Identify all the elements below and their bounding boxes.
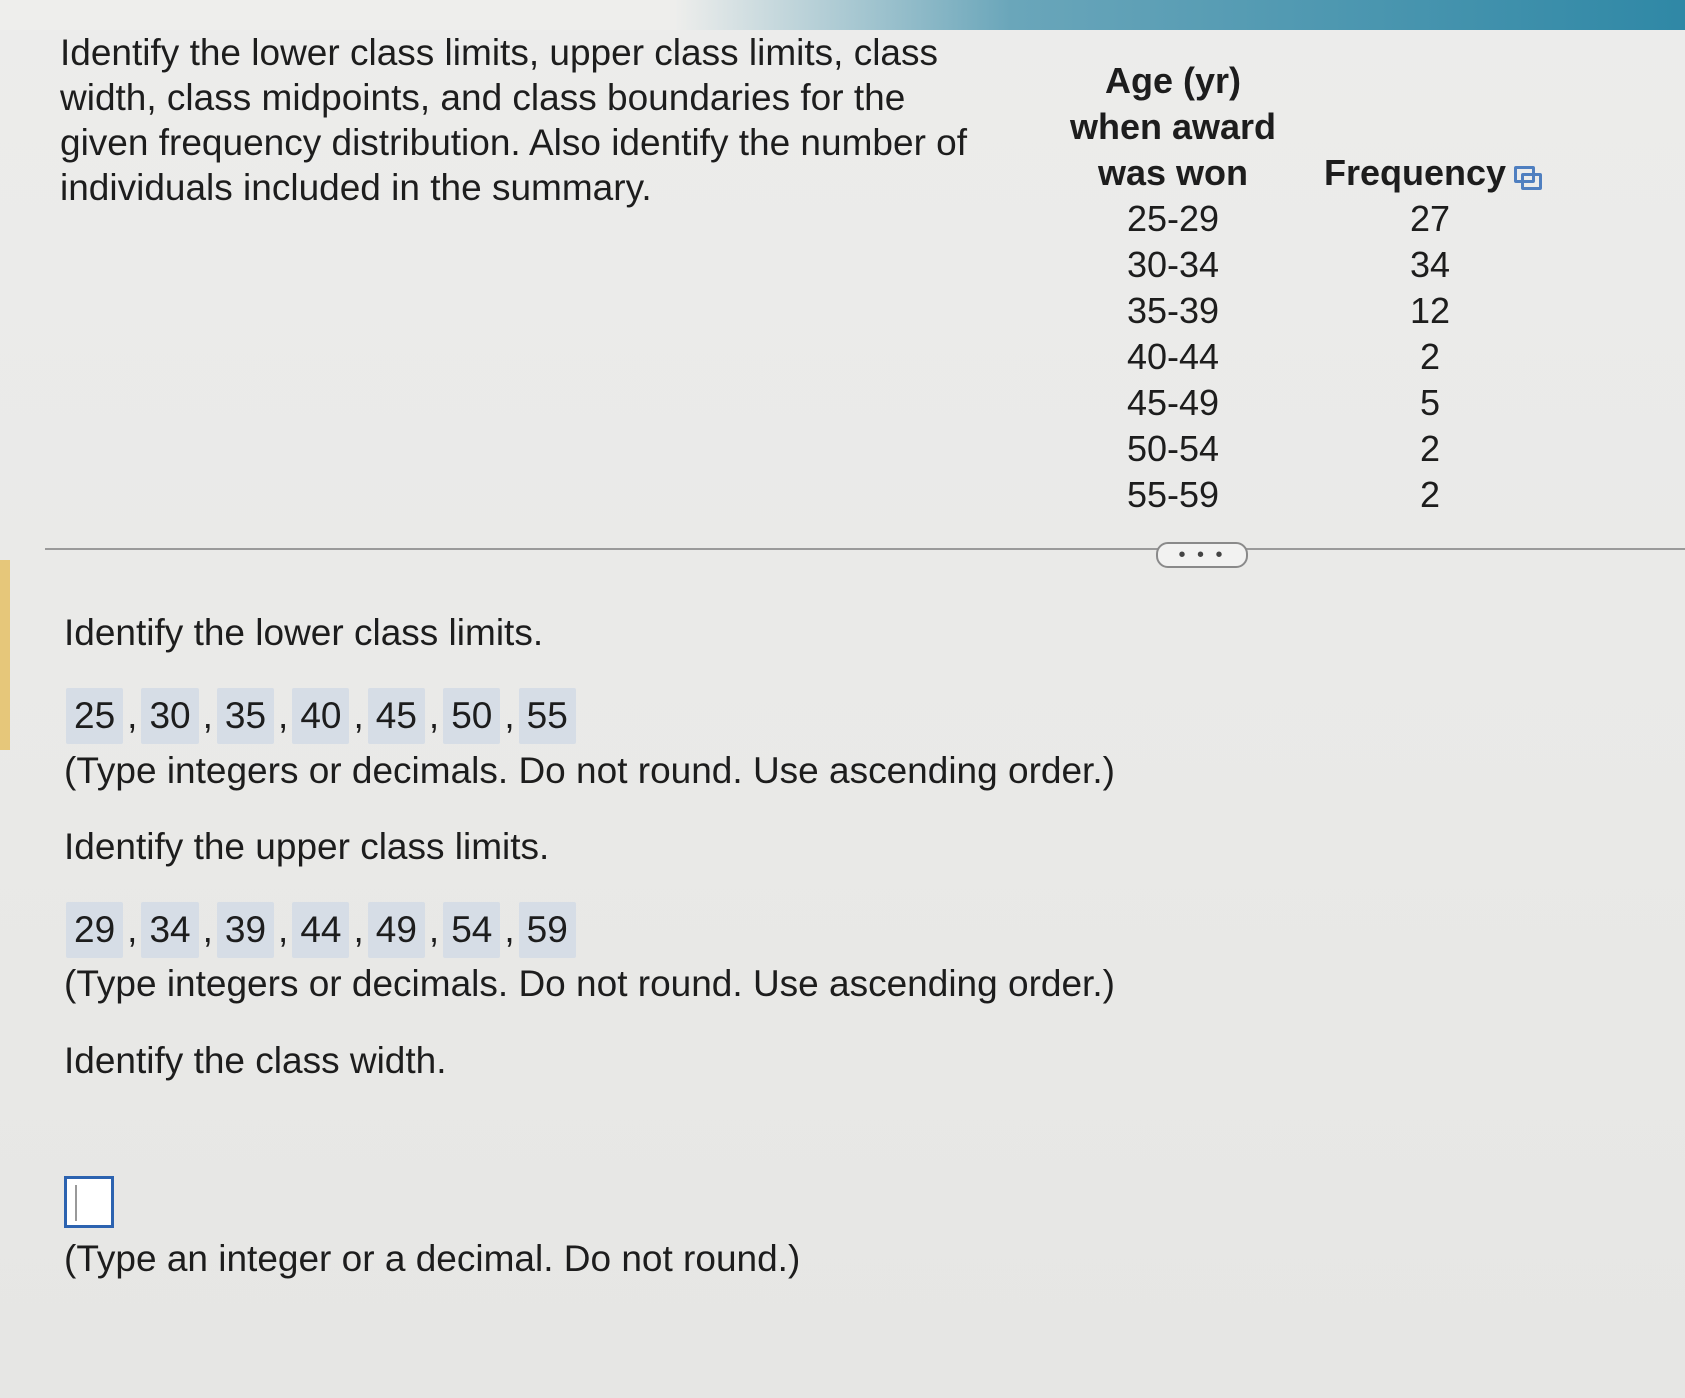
age-class-cell: 50-54 <box>1126 428 1220 469</box>
comma-separator: , <box>353 909 364 950</box>
lower-limit-answer-box[interactable]: 30 <box>141 688 198 744</box>
frequency-cell: 5 <box>1420 382 1441 423</box>
upper-limit-answer-box[interactable]: 29 <box>66 902 123 958</box>
frequency-header-label: Frequency <box>1324 152 1507 193</box>
class-width-input[interactable] <box>64 1176 114 1228</box>
table-row <box>1040 196 1554 242</box>
table-row <box>1040 472 1554 518</box>
column-header-age <box>1040 58 1306 196</box>
table-body <box>1040 196 1554 518</box>
column-header-frequency <box>1306 58 1554 196</box>
upper-limit-answer-box[interactable]: 49 <box>368 902 425 958</box>
age-class-cell: 45-49 <box>1126 382 1220 423</box>
frequency-cell: 12 <box>1410 290 1451 331</box>
comma-separator: , <box>278 695 289 736</box>
frequency-cell: 2 <box>1420 428 1441 469</box>
upper-limits-prompt: Identify the upper class limits. <box>64 826 550 867</box>
frequency-cell: 27 <box>1410 198 1451 239</box>
comma-separator: , <box>278 909 289 950</box>
lower-limit-answer-box[interactable]: 35 <box>217 688 274 744</box>
comma-separator: , <box>127 909 138 950</box>
upper-limits-hint: (Type integers or decimals. Do not round. Use ascending order.) <box>64 963 1115 1004</box>
age-class-cell: 30-34 <box>1126 244 1220 285</box>
comma-separator: , <box>353 695 364 736</box>
upper-limits-answers <box>66 902 576 958</box>
frequency-cell: 2 <box>1420 336 1441 377</box>
age-header-label: Age (yr) when award was won <box>1069 60 1277 193</box>
class-width-hint: (Type an integer or a decimal. Do not round.) <box>64 1238 801 1279</box>
lower-limits-answers <box>66 688 576 744</box>
table-row <box>1040 242 1554 288</box>
frequency-cell: 34 <box>1410 244 1451 285</box>
comma-separator: , <box>428 695 440 736</box>
divider <box>45 548 1685 550</box>
age-class-cell: 40-44 <box>1126 336 1220 377</box>
frequency-cell: 2 <box>1420 474 1441 515</box>
age-class-cell: 25-29 <box>1126 198 1220 239</box>
lower-limits-prompt: Identify the lower class limits. <box>64 612 544 653</box>
lower-limit-answer-box[interactable]: 40 <box>292 688 349 744</box>
lower-limit-answer-box[interactable]: 55 <box>519 688 576 744</box>
age-class-cell: 35-39 <box>1126 290 1220 331</box>
upper-limit-answer-box[interactable]: 34 <box>141 902 198 958</box>
lower-limits-hint: (Type integers or decimals. Do not round. Use ascending order.) <box>64 750 1115 791</box>
left-accent-bar <box>0 560 10 750</box>
table-row <box>1040 288 1554 334</box>
lower-limit-answer-box[interactable]: 45 <box>368 688 425 744</box>
comma-separator: , <box>127 695 138 736</box>
top-bar <box>0 0 1685 30</box>
table-row <box>1040 334 1554 380</box>
copy-icon[interactable] <box>1514 166 1536 184</box>
lower-limit-answer-box[interactable]: 25 <box>66 688 123 744</box>
expand-button[interactable]: • • • <box>1156 542 1248 568</box>
class-width-prompt: Identify the class width. <box>64 1040 447 1081</box>
age-class-cell: 55-59 <box>1126 474 1220 515</box>
comma-separator: , <box>504 695 515 736</box>
frequency-table <box>1040 58 1554 518</box>
comma-separator: , <box>428 909 440 950</box>
comma-separator: , <box>202 909 213 950</box>
table-row <box>1040 380 1554 426</box>
upper-limit-answer-box[interactable]: 54 <box>443 902 500 958</box>
upper-limit-answer-box[interactable]: 44 <box>292 902 349 958</box>
comma-separator: , <box>202 695 213 736</box>
comma-separator: , <box>504 909 515 950</box>
question-text: Identify the lower class limits, upper class limits, class width, class midpoints, and class boundaries for the given frequency distribution. Also identify the number of individuals included in the summary. <box>60 32 968 208</box>
upper-limit-answer-box[interactable]: 39 <box>217 902 274 958</box>
table-row <box>1040 426 1554 472</box>
lower-limit-answer-box[interactable]: 50 <box>443 688 500 744</box>
upper-limit-answer-box[interactable]: 59 <box>519 902 576 958</box>
